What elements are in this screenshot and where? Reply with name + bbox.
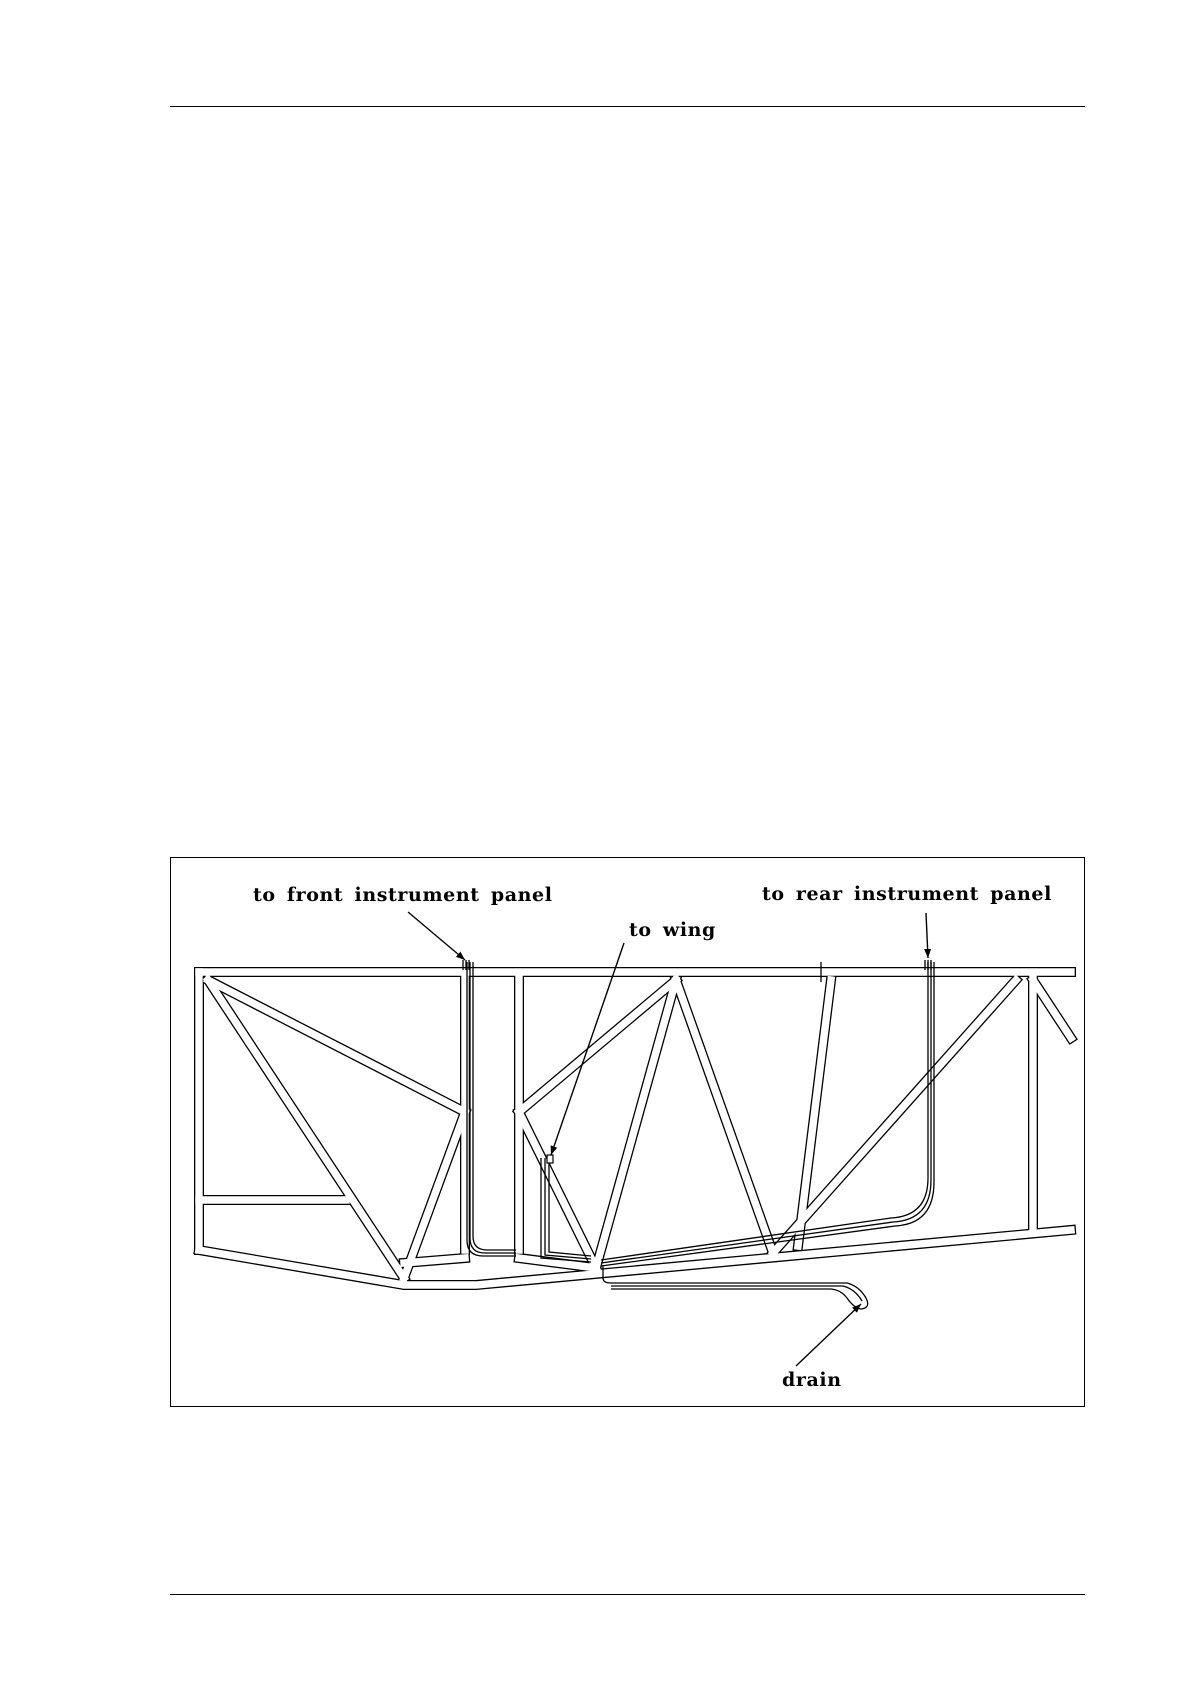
label-front-instrument-panel: to front instrument panel [253, 884, 553, 906]
footer-rule [170, 1594, 1085, 1595]
header-rule [170, 106, 1085, 107]
leader-arrows [408, 912, 928, 1366]
fuselage-pitot-static-diagram [171, 858, 1086, 1408]
figure-frame [170, 857, 1085, 1407]
label-to-wing: to wing [629, 919, 716, 941]
drain-arrow [796, 1304, 861, 1366]
label-rear-instrument-panel: to rear instrument panel [762, 883, 1052, 905]
fuselage-truss-frame [199, 962, 1071, 1285]
label-drain: drain [782, 1369, 842, 1391]
rear-panel-arrow [926, 913, 928, 958]
front-panel-arrow [408, 912, 465, 960]
